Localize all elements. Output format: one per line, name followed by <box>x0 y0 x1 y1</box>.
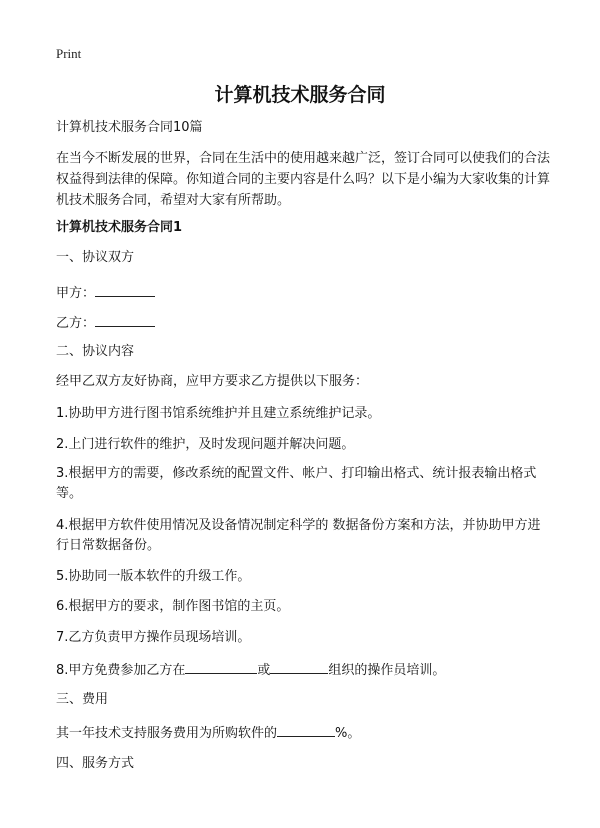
intro-paragraph: 在当今不断发展的世界，合同在生活中的使用越来越广泛，签订合同可以使我们的合法权益得到法律的保障。你知道合同的主要内容是什么吗？以下是小编为大家收集的计算机技术服务合同，希望对大家有所帮助。 <box>56 151 551 208</box>
item-8-part-c: 组织的操作员培训。 <box>328 663 446 678</box>
service-item-8 <box>56 659 552 681</box>
service-item-7: 7.乙方负责甲方操作员现场培训。 <box>56 630 251 645</box>
service-item-2: 2.上门进行软件的维护，及时发现问题并解决问题。 <box>56 437 355 452</box>
fee-line <box>56 722 552 744</box>
item-8-blank-1 <box>185 659 257 674</box>
service-item-4: 4.根据甲方软件使用情况及设备情况制定科学的 数据备份方案和方法，并协助甲方进行日常数据备份。 <box>56 518 541 553</box>
service-lead: 经甲乙双方友好协商，应甲方要求乙方提供以下服务： <box>56 374 369 389</box>
fee-blank <box>277 722 335 737</box>
fee-part-b: %。 <box>335 726 361 741</box>
service-item-1: 1.协助甲方进行图书馆系统维护并且建立系统维护记录。 <box>56 406 381 421</box>
part-2-heading: 二、协议内容 <box>56 344 135 359</box>
part-4-heading: 四、服务方式 <box>56 756 135 771</box>
item-8-part-a: 8.甲方免费参加乙方在 <box>56 663 186 678</box>
party-a-line <box>56 282 552 304</box>
party-a-label: 甲方： <box>56 286 96 301</box>
service-item-5: 5.协助同一版本软件的升级工作。 <box>56 569 251 584</box>
section-heading: 计算机技术服务合同1 <box>56 220 183 235</box>
service-item-6: 6.根据甲方的要求，制作图书馆的主页。 <box>56 599 290 614</box>
party-b-line <box>56 312 552 334</box>
party-b-label: 乙方： <box>56 316 96 331</box>
document-subtitle: 计算机技术服务合同10篇 <box>56 120 203 135</box>
part-3-heading: 三、费用 <box>56 692 109 707</box>
fee-part-a: 其一年技术支持服务费用为所购软件的 <box>56 726 278 741</box>
item-8-part-b: 或 <box>257 663 271 678</box>
item-8-blank-2 <box>270 659 328 674</box>
service-item-3: 3.根据甲方的需要，修改系统的配置文件、帐户、打印输出格式、统计报表输出格式等。 <box>56 466 537 501</box>
party-b-blank <box>95 312 155 327</box>
print-link[interactable]: Print <box>56 46 82 61</box>
party-a-blank <box>95 282 155 297</box>
document-title: 计算机技术服务合同 <box>214 84 386 106</box>
part-1-heading: 一、协议双方 <box>56 250 135 265</box>
